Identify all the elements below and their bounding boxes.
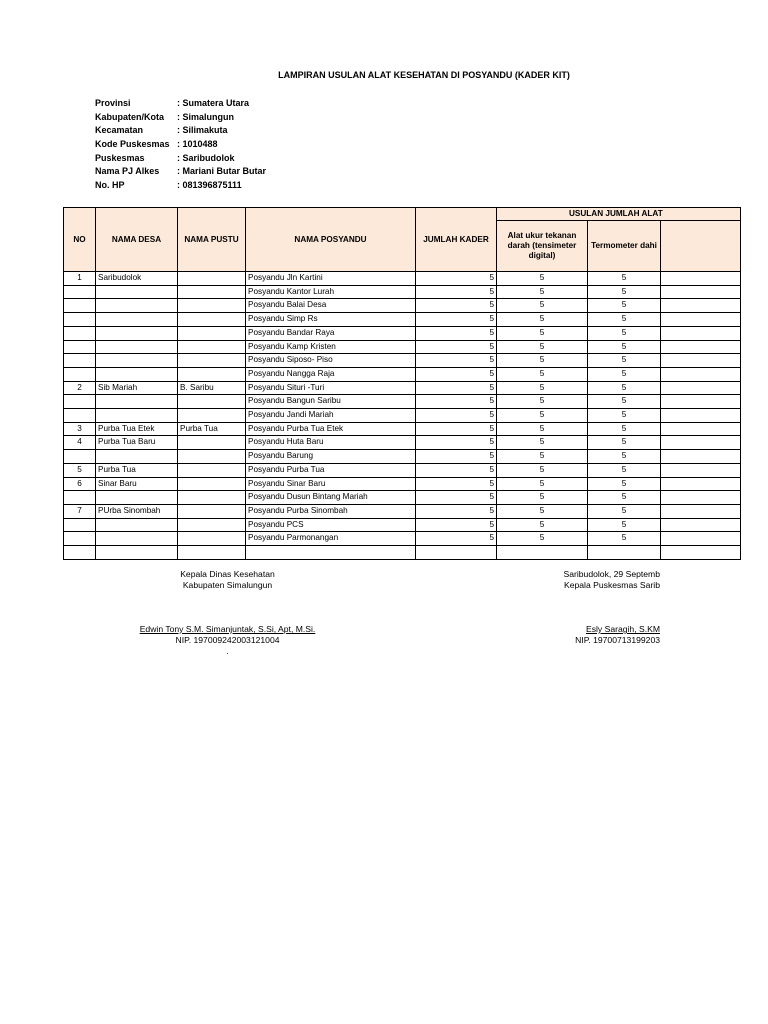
cell-jumlah-kader: 5 <box>416 477 497 491</box>
cell-jumlah-kader: 5 <box>416 436 497 450</box>
table-row <box>64 477 741 491</box>
cell-no <box>64 299 96 313</box>
table-row <box>64 450 741 464</box>
cell-overflow <box>661 532 741 546</box>
cell-nama-desa: Purba Tua <box>96 463 178 477</box>
signature-right <box>545 569 660 591</box>
cell-nama-posyandu: Posyandu Bandar Raya <box>246 326 416 340</box>
cell-overflow <box>661 463 741 477</box>
cell-nama-desa: Purba Tua Etek <box>96 422 178 436</box>
cell-nama-posyandu: Posyandu Huta Baru <box>246 436 416 450</box>
cell-overflow <box>661 285 741 299</box>
cell-tensimeter: 5 <box>497 422 588 436</box>
cell-nama-desa: Purba Tua Baru <box>96 436 178 450</box>
cell-termometer: 5 <box>588 326 661 340</box>
cell-overflow <box>661 546 741 560</box>
cell-no: 2 <box>64 381 96 395</box>
cell-no: 6 <box>64 477 96 491</box>
cell-nama-posyandu: Posyandu Dusun Bintang Mariah <box>246 491 416 505</box>
cell-no <box>64 491 96 505</box>
cell-nama-posyandu: Posyandu Situri -Turi <box>246 381 416 395</box>
cell-nama-desa: Sib Mariah <box>96 381 178 395</box>
table-row <box>64 313 741 327</box>
cell-no: 7 <box>64 504 96 518</box>
header-nama-pustu: NAMA PUSTU <box>178 208 246 272</box>
right-signatory-name: Esly Saragih, S.KM <box>585 624 660 634</box>
table-row <box>64 532 741 546</box>
cell-overflow <box>661 299 741 313</box>
info-label: No. HP <box>95 180 125 191</box>
cell-nama-desa <box>96 450 178 464</box>
cell-tensimeter: 5 <box>497 532 588 546</box>
table-row <box>64 299 741 313</box>
cell-nama-desa: PUrba Sinombah <box>96 504 178 518</box>
cell-nama-posyandu: Posyandu Barung <box>246 450 416 464</box>
cell-jumlah-kader: 5 <box>416 326 497 340</box>
right-signatory-nip: NIP. 19700713199203 <box>575 635 660 645</box>
cell-jumlah-kader: 5 <box>416 381 497 395</box>
table-row <box>64 381 741 395</box>
cell-nama-posyandu: Posyandu Purba Tua Etek <box>246 422 416 436</box>
cell-termometer: 5 <box>588 491 661 505</box>
info-block <box>95 97 266 193</box>
cell-nama-desa <box>96 326 178 340</box>
cell-jumlah-kader: 5 <box>416 409 497 423</box>
cell-jumlah-kader: 5 <box>416 532 497 546</box>
info-row-puskesmas <box>95 152 266 166</box>
document-title: LAMPIRAN USULAN ALAT KESEHATAN DI POSYANDU (KADER KIT) <box>278 70 570 80</box>
info-label: Kode Puskesmas <box>95 139 170 150</box>
cell-overflow <box>661 340 741 354</box>
table-row <box>64 491 741 505</box>
signature-left-name-block <box>110 624 345 657</box>
cell-nama-desa <box>96 491 178 505</box>
table-row <box>64 504 741 518</box>
cell-no <box>64 340 96 354</box>
info-label: Kecamatan <box>95 125 144 136</box>
left-title-2: Kabupaten Simalungun <box>182 580 273 590</box>
signature-right-name-block <box>545 624 660 646</box>
cell-nama-desa <box>96 409 178 423</box>
cell-nama-posyandu: Posyandu Simp Rs <box>246 313 416 327</box>
table-row <box>64 409 741 423</box>
cell-nama-posyandu: Posyandu Nangga Raja <box>246 367 416 381</box>
cell-no <box>64 546 96 560</box>
info-label: Nama PJ Alkes <box>95 166 160 177</box>
cell-jumlah-kader: 5 <box>416 450 497 464</box>
cell-tensimeter: 5 <box>497 381 588 395</box>
cell-nama-pustu <box>178 546 246 560</box>
cell-nama-desa <box>96 546 178 560</box>
cell-overflow <box>661 436 741 450</box>
cell-nama-pustu <box>178 326 246 340</box>
cell-tensimeter: 5 <box>497 450 588 464</box>
left-title-1: Kepala Dinas Kesehatan <box>180 569 275 579</box>
cell-tensimeter: 5 <box>497 491 588 505</box>
cell-overflow <box>661 409 741 423</box>
cell-no <box>64 518 96 532</box>
cell-nama-pustu <box>178 354 246 368</box>
cell-nama-posyandu: Posyandu Purba Tua <box>246 463 416 477</box>
cell-nama-desa: Saribudolok <box>96 272 178 286</box>
cell-nama-posyandu: Posyandu PCS <box>246 518 416 532</box>
cell-tensimeter: 5 <box>497 395 588 409</box>
cell-overflow <box>661 450 741 464</box>
cell-termometer: 5 <box>588 477 661 491</box>
info-value: : Simalungun <box>177 111 234 122</box>
cell-tensimeter: 5 <box>497 299 588 313</box>
cell-tensimeter: 5 <box>497 504 588 518</box>
table-row <box>64 436 741 450</box>
cell-nama-desa: Sinar Baru <box>96 477 178 491</box>
cell-termometer: 5 <box>588 285 661 299</box>
table-row <box>64 463 741 477</box>
header-jumlah-kader: JUMLAH KADER <box>416 208 497 272</box>
cell-nama-desa <box>96 313 178 327</box>
cell-nama-pustu <box>178 272 246 286</box>
cell-jumlah-kader: 5 <box>416 272 497 286</box>
cell-nama-pustu <box>178 477 246 491</box>
right-date: Saribudolok, 29 Septemb <box>563 569 660 579</box>
cell-overflow <box>661 422 741 436</box>
info-label: Provinsi <box>95 98 131 108</box>
cell-no <box>64 367 96 381</box>
cell-nama-pustu <box>178 395 246 409</box>
info-row-pj-alkes <box>95 165 266 179</box>
cell-termometer: 5 <box>588 395 661 409</box>
cell-overflow <box>661 504 741 518</box>
cell-overflow <box>661 326 741 340</box>
header-nama-posyandu: NAMA POSYANDU <box>246 208 416 272</box>
cell-no <box>64 354 96 368</box>
right-title: Kepala Puskesmas Sarib <box>563 580 660 590</box>
cell-nama-posyandu: Posyandu Kamp Kristen <box>246 340 416 354</box>
cell-termometer: 5 <box>588 422 661 436</box>
cell-termometer: 5 <box>588 409 661 423</box>
cell-no <box>64 395 96 409</box>
cell-overflow <box>661 518 741 532</box>
cell-no <box>64 313 96 327</box>
table-row <box>64 285 741 299</box>
table-row <box>64 340 741 354</box>
cell-nama-desa <box>96 354 178 368</box>
cell-tensimeter: 5 <box>497 285 588 299</box>
cell-nama-pustu: B. Saribu <box>178 381 246 395</box>
left-dot: . <box>226 646 229 656</box>
table-row <box>64 395 741 409</box>
table-row <box>64 326 741 340</box>
cell-termometer: 5 <box>588 381 661 395</box>
cell-termometer: 5 <box>588 532 661 546</box>
cell-nama-pustu <box>178 463 246 477</box>
info-row-kecamatan <box>95 124 266 138</box>
cell-tensimeter: 5 <box>497 326 588 340</box>
cell-overflow <box>661 313 741 327</box>
cell-termometer: 5 <box>588 504 661 518</box>
cell-nama-posyandu: Posyandu Parmonangan <box>246 532 416 546</box>
info-value: : 1010488 <box>177 139 218 150</box>
cell-overflow <box>661 381 741 395</box>
cell-nama-desa <box>96 285 178 299</box>
cell-nama-desa <box>96 395 178 409</box>
cell-nama-pustu <box>178 285 246 299</box>
cell-tensimeter: 5 <box>497 272 588 286</box>
table-viewport <box>63 207 768 567</box>
cell-tensimeter: 5 <box>497 313 588 327</box>
cell-jumlah-kader: 5 <box>416 340 497 354</box>
left-signatory-name: Edwin Tony S.M. Simanjuntak, S.Si, Apt, M.Si. <box>139 624 316 634</box>
cell-nama-pustu <box>178 367 246 381</box>
cell-jumlah-kader: 5 <box>416 285 497 299</box>
info-value: : 081396875111 <box>177 180 242 191</box>
cell-no: 4 <box>64 436 96 450</box>
cell-nama-desa <box>96 532 178 546</box>
cell-overflow <box>661 367 741 381</box>
cell-nama-pustu <box>178 518 246 532</box>
cell-tensimeter: 5 <box>497 436 588 450</box>
info-label: Kabupaten/Kota <box>95 111 165 122</box>
cell-no: 5 <box>64 463 96 477</box>
cell-nama-pustu <box>178 340 246 354</box>
cell-jumlah-kader: 5 <box>416 313 497 327</box>
cell-nama-pustu <box>178 491 246 505</box>
table-row <box>64 518 741 532</box>
info-label: Puskesmas <box>95 152 145 163</box>
cell-no <box>64 285 96 299</box>
header-nama-desa: NAMA DESA <box>96 208 178 272</box>
cell-nama-posyandu: Posyandu Balai Desa <box>246 299 416 313</box>
cell-nama-pustu <box>178 313 246 327</box>
cell-jumlah-kader: 5 <box>416 299 497 313</box>
cell-nama-pustu: Purba Tua <box>178 422 246 436</box>
table-row <box>64 272 741 286</box>
cell-overflow <box>661 491 741 505</box>
cell-jumlah-kader: 5 <box>416 367 497 381</box>
cell-nama-posyandu <box>246 546 416 560</box>
cell-termometer: 5 <box>588 340 661 354</box>
table-row <box>64 546 741 560</box>
cell-nama-posyandu: Posyandu Jln Kartini <box>246 272 416 286</box>
cell-nama-posyandu: Posyandu Kantor Lurah <box>246 285 416 299</box>
info-row-provinsi <box>95 97 266 111</box>
cell-termometer: 5 <box>588 518 661 532</box>
cell-termometer <box>588 546 661 560</box>
cell-overflow <box>661 354 741 368</box>
cell-nama-desa <box>96 299 178 313</box>
cell-nama-pustu <box>178 450 246 464</box>
cell-termometer: 5 <box>588 436 661 450</box>
info-row-no-hp <box>95 179 266 193</box>
info-value: : Silimakuta <box>177 125 228 136</box>
header-tensimeter: Alat ukur tekanan darah (tensimeter digital) <box>497 221 588 272</box>
cell-nama-pustu <box>178 532 246 546</box>
table-row <box>64 422 741 436</box>
cell-nama-posyandu: Posyandu Siposo- Piso <box>246 354 416 368</box>
cell-tensimeter <box>497 546 588 560</box>
cell-jumlah-kader <box>416 546 497 560</box>
info-value: : Sumatera Utara <box>177 98 250 108</box>
cell-overflow <box>661 395 741 409</box>
cell-termometer: 5 <box>588 450 661 464</box>
cell-no <box>64 409 96 423</box>
cell-jumlah-kader: 5 <box>416 504 497 518</box>
signature-left <box>150 569 305 591</box>
info-row-kabupaten <box>95 111 266 125</box>
cell-nama-posyandu: Posyandu Purba Sinombah <box>246 504 416 518</box>
header-termometer: Termometer dahi <box>588 221 661 272</box>
cell-termometer: 5 <box>588 367 661 381</box>
cell-tensimeter: 5 <box>497 354 588 368</box>
cell-jumlah-kader: 5 <box>416 463 497 477</box>
cell-no <box>64 450 96 464</box>
left-signatory-nip: NIP. 197009242003121004 <box>175 635 280 645</box>
cell-jumlah-kader: 5 <box>416 491 497 505</box>
cell-termometer: 5 <box>588 299 661 313</box>
cell-tensimeter: 5 <box>497 409 588 423</box>
cell-nama-pustu <box>178 504 246 518</box>
cell-jumlah-kader: 5 <box>416 518 497 532</box>
info-value: : Saribudolok <box>177 152 235 163</box>
cell-nama-desa <box>96 367 178 381</box>
cell-tensimeter: 5 <box>497 477 588 491</box>
cell-no <box>64 326 96 340</box>
cell-nama-desa <box>96 518 178 532</box>
cell-nama-pustu <box>178 409 246 423</box>
cell-nama-pustu <box>178 436 246 450</box>
info-value: : Mariani Butar Butar <box>177 166 267 177</box>
cell-jumlah-kader: 5 <box>416 422 497 436</box>
cell-nama-desa <box>96 340 178 354</box>
info-row-kode-puskesmas <box>95 138 266 152</box>
cell-tensimeter: 5 <box>497 518 588 532</box>
cell-nama-posyandu: Posyandu Bangun Saribu <box>246 395 416 409</box>
cell-jumlah-kader: 5 <box>416 395 497 409</box>
cell-jumlah-kader: 5 <box>416 354 497 368</box>
cell-no <box>64 532 96 546</box>
cell-overflow <box>661 272 741 286</box>
cell-nama-posyandu: Posyandu Jandi Mariah <box>246 409 416 423</box>
cell-termometer: 5 <box>588 354 661 368</box>
cell-termometer: 5 <box>588 463 661 477</box>
header-no: NO <box>64 208 96 272</box>
header-overflow <box>661 221 741 272</box>
cell-nama-pustu <box>178 299 246 313</box>
table-row <box>64 367 741 381</box>
cell-no: 3 <box>64 422 96 436</box>
table-body <box>64 272 741 560</box>
cell-termometer: 5 <box>588 313 661 327</box>
cell-tensimeter: 5 <box>497 340 588 354</box>
cell-no: 1 <box>64 272 96 286</box>
usulan-table <box>63 207 741 560</box>
cell-overflow <box>661 477 741 491</box>
cell-tensimeter: 5 <box>497 367 588 381</box>
table-row <box>64 354 741 368</box>
header-usulan-group: USULAN JUMLAH ALAT <box>497 208 741 221</box>
cell-tensimeter: 5 <box>497 463 588 477</box>
cell-termometer: 5 <box>588 272 661 286</box>
cell-nama-posyandu: Posyandu Sinar Baru <box>246 477 416 491</box>
